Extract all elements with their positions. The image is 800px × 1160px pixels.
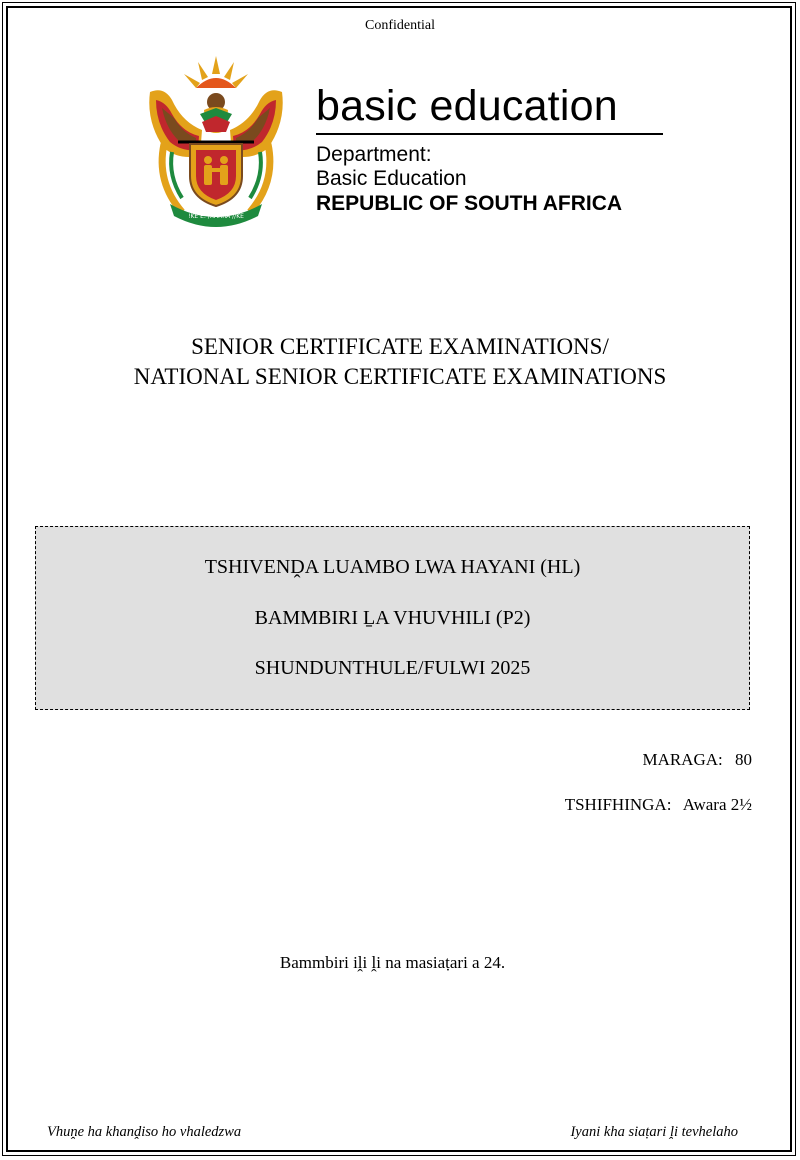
marks-row bbox=[642, 750, 752, 770]
page-count-note: Bammbiri iḽi ḽi na masiaṭari a 24. bbox=[279, 953, 506, 972]
department-name: Basic Education bbox=[316, 167, 467, 190]
coat-of-arms-icon bbox=[142, 52, 290, 230]
subject-box bbox=[35, 526, 750, 710]
exam-heading-line1: SENIOR CERTIFICATE EXAMINATIONS/ bbox=[191, 334, 609, 359]
paper-number: BAMMBIRI ḺA VHUVHILI (P2) bbox=[254, 607, 531, 629]
country-name: REPUBLIC OF SOUTH AFRICA bbox=[316, 192, 623, 215]
brand-title: basic education bbox=[316, 82, 618, 130]
footer-copyright-note: Vhuṋe ha khanḓiso ho vhaledzwa bbox=[47, 1124, 242, 1140]
time-label: TSHIFHINGA: bbox=[564, 795, 672, 814]
department-label: Department: bbox=[316, 143, 432, 166]
brand-divider bbox=[316, 133, 663, 135]
confidential-label: Confidential bbox=[365, 18, 435, 33]
time-value: Awara 2½ bbox=[682, 795, 752, 814]
exam-heading-line2: NATIONAL SENIOR CERTIFICATE EXAMINATIONS bbox=[133, 364, 667, 389]
marks-label: MARAGA: bbox=[642, 750, 723, 769]
crest-motto: !KE E: /XARRA //KE bbox=[188, 213, 244, 220]
subject-title: TSHIVENḒA LUAMBO LWA HAYANI (HL) bbox=[204, 556, 581, 578]
marks-value: 80 bbox=[735, 750, 752, 769]
time-row bbox=[565, 795, 752, 815]
footer-turn-page-note: Iyani kha siaṭari ḽi tevhelaho bbox=[570, 1124, 738, 1140]
exam-session: SHUNDUNTHULE/FULWI 2025 bbox=[254, 657, 531, 679]
